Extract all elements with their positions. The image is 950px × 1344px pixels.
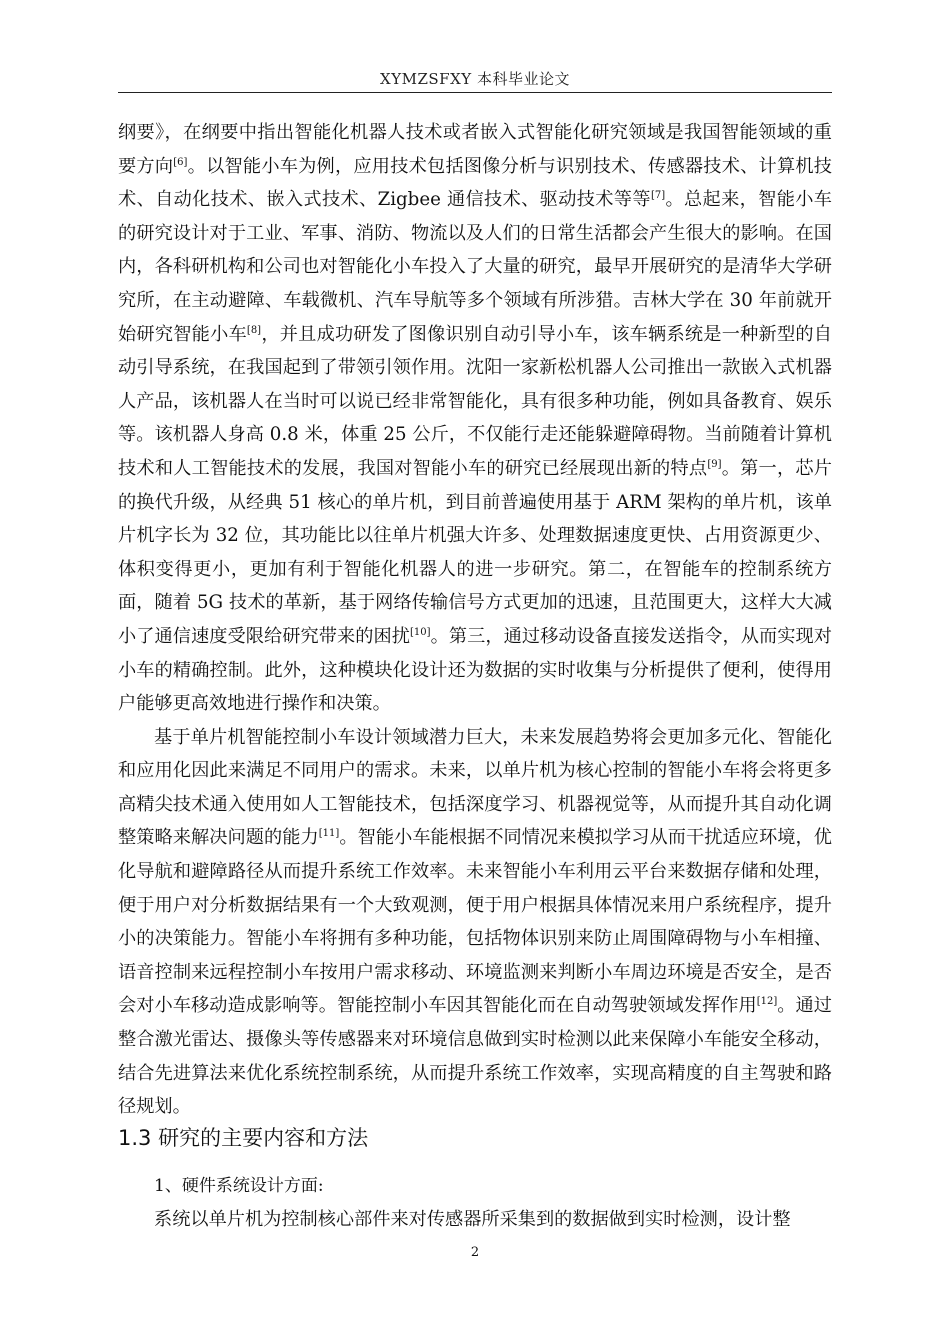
citation-8: [8] (246, 324, 262, 336)
paragraph-1 (118, 116, 832, 721)
body-text (118, 116, 832, 1124)
citation-7: [7] (650, 190, 666, 202)
citation-11: [11] (318, 828, 340, 840)
page-number: 2 (470, 1245, 480, 1260)
sub-heading: 1、硬件系统设计方面: (154, 1176, 324, 1196)
citation-12: [12] (756, 996, 778, 1008)
paragraph-2 (118, 721, 832, 1124)
citation-6: [6] (173, 156, 188, 168)
text-run: ，并且成功研发了图像识别自动引导小车，该车辆系统是一种新型的自动引导系统，在我国起到了带领引领作用。沈阳一家新松机器人公司推出一款嵌入式机器人产品，该机器人在当时可以说已经非常智能化，具有很多种功能，例如具备教育、娱乐等。该机器人身高 0.8 米，体重 25 公斤，不仅能行走还能躲避障碍物。当前随着计算机技术和人工智能技术的发展，我国对智能小车的研究已经展现出新的特点 (118, 323, 832, 479)
text-run: 。通过整合激光雷达、摄像头等传感器来对环境信息做到实时检测以此来保障小车能安全移动，结合先进算法来优化系统控制系统，从而提升系统工作效率，实现高精度的自主驾驶和路径规划。 (118, 995, 832, 1118)
body-text-continued: 系统以单片机为控制核心部件来对传感器所采集到的数据做到实时检测，设计整 (154, 1209, 791, 1230)
citation-10: [10] (409, 626, 431, 638)
text-run: 。第一，芯片的换代升级，从经典 51 核心的单片机，到目前普遍使用基于 ARM 架构的单片机，该单片机字长为 32 位，其功能比以往单片机强大许多、处理数据速度更快、占用资源更少、体积变得更小，更加有利于智能化机器人的进一步研究。第二，在智能车的控制系统方面，随着 5G 技术的革新，基于网络传输信号方式更加的迅速，且范围更大，这样大大减小了通信速度受限给研究带来的困扰 (118, 457, 832, 647)
text-run: 。以智能小车为例，应用技术包括图像分析与识别技术、传感器技术、计算机技术、自动化技术、嵌入式技术、Zigbee 通信技术、驱动技术等等 (118, 155, 832, 211)
text-run: 基于单片机智能控制小车设计领域潜力巨大，未来发展趋势将会更加多元化、智能化和应用化因此来满足不同用户的需求。未来，以单片机为核心控制的智能小车将会将更多高精尖技术通入使用如人工智能技术，包括深度学习、机器视觉等，从而提升其自动化调整策略来解决问题的能力 (118, 726, 832, 849)
text-run: 。第三，通过移动设备直接发送指令，从而实现对小车的精确控制。此外，这种模块化设计还为数据的实时收集与分析提供了便利，使得用户能够更高效地进行操作和决策。 (118, 625, 832, 715)
section-heading: 1.3 研究的主要内容和方法 (118, 1126, 369, 1150)
page-header: XYMZSFXY 本科毕业论文 (380, 70, 570, 88)
text-run: 。智能小车能根据不同情况来模拟学习从而干扰适应环境，优化导航和避障路径从而提升系统工作效率。未来智能小车利用云平台来数据存储和处理，便于用户对分析数据结果有一个大致观测，便于用户根据具体情况来用户系统程序，提升小的决策能力。智能小车将拥有多种功能，包括物体识别来防止周围障碍物与小车相撞、语音控制来远程控制小车按用户需求移动、环境监测来判断小车周边环境是否安全，是否会对小车移动造成影响等。智能控制小车因其智能化而在自动驾驶领域发挥作用 (118, 827, 832, 1017)
citation-9: [9] (707, 458, 722, 470)
header-rule (118, 92, 832, 93)
text-run: 纲要》，在纲要中指出智能化机器人技术或者嵌入式智能化研究领域是我国智能领域的重要方向 (118, 122, 832, 177)
text-run: 。总起来，智能小车的研究设计对于工业、军事、消防、物流以及人们的日常生活都会产生很大的影响。在国内，各科研机构和公司也对智能化小车投入了大量的研究，最早开展研究的是清华大学研究所，在主动避障、车载微机、汽车导航等多个领域有所涉猎。吉林大学在 30 年前就开始研究智能小车 (118, 189, 832, 345)
